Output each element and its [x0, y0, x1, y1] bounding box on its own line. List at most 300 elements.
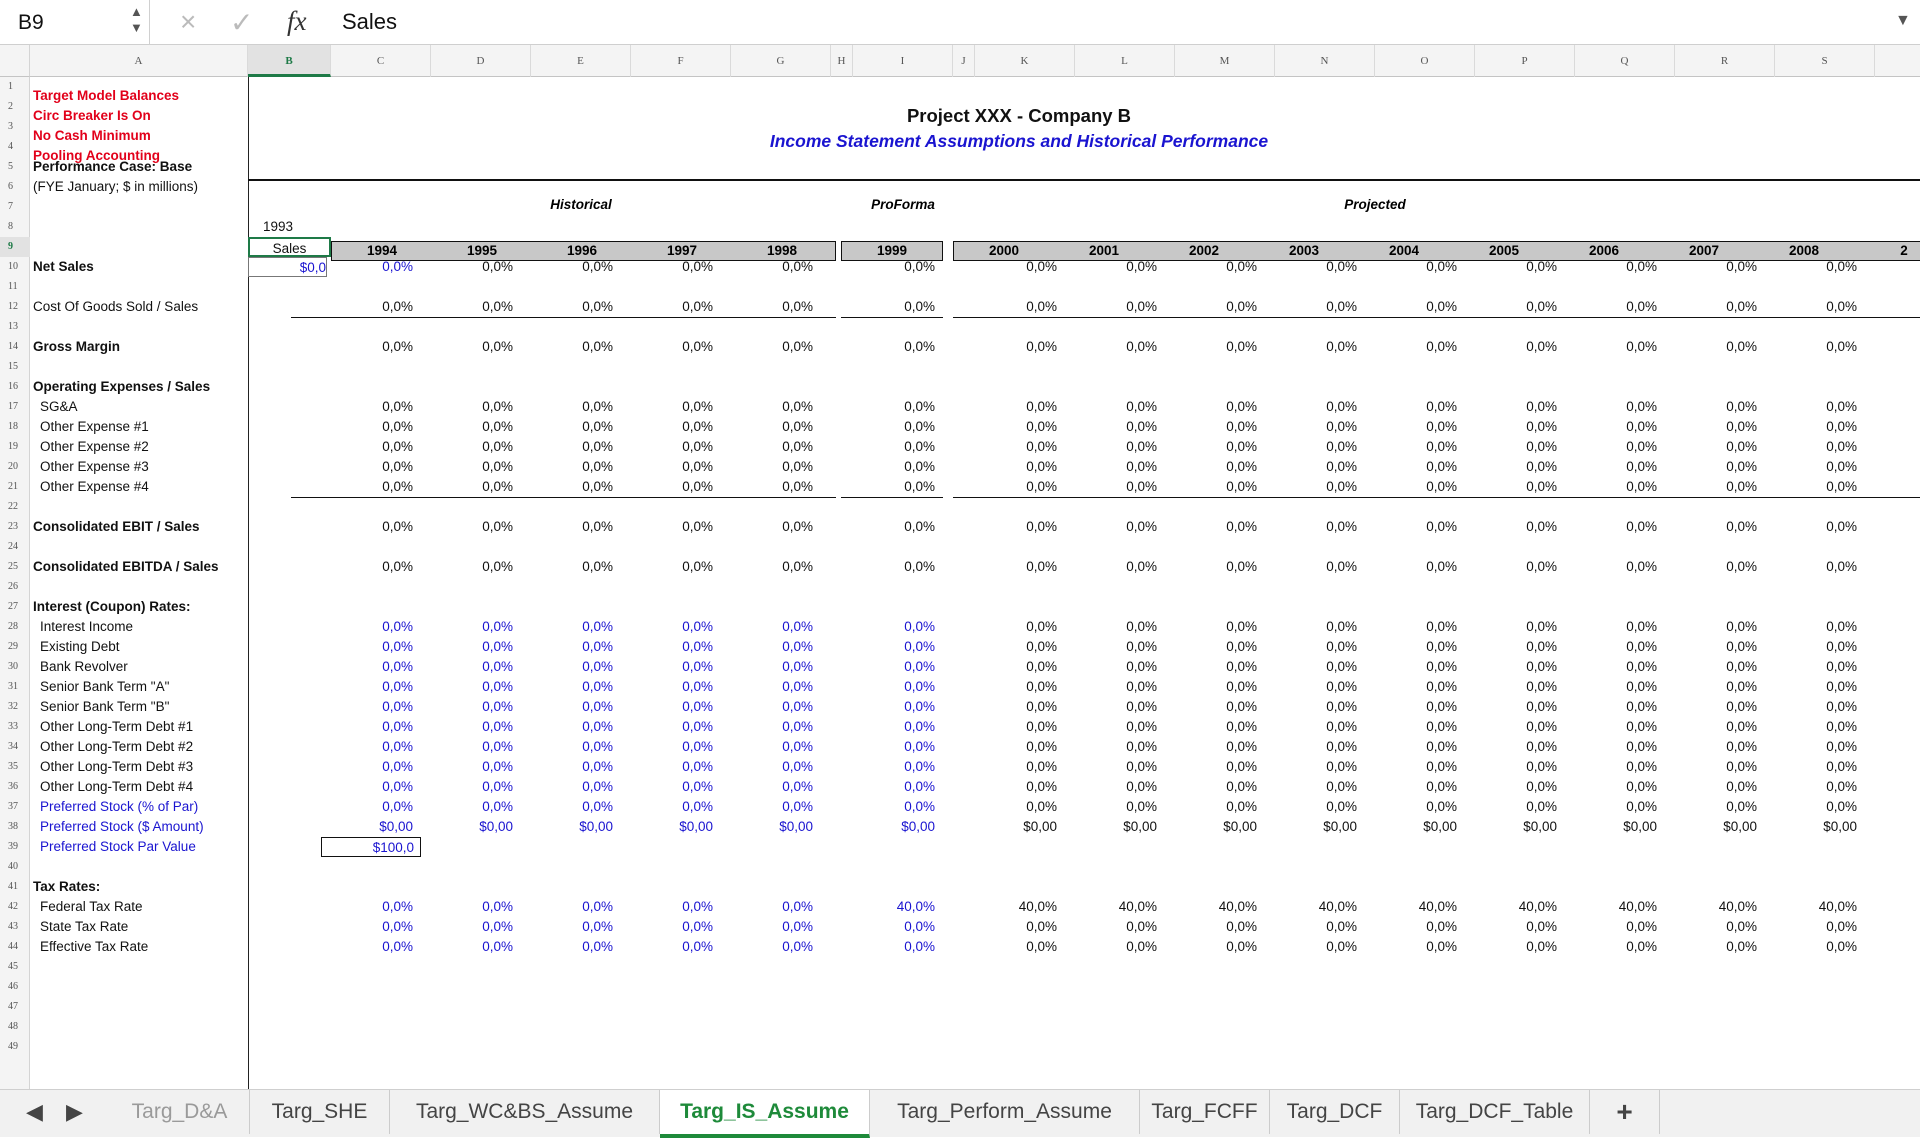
value-cell[interactable]: $0,00 — [779, 819, 813, 834]
value-cell[interactable]: $0,00 — [901, 819, 935, 834]
value-cell[interactable]: 0,0% — [904, 439, 935, 454]
value-cell[interactable]: $0,00 — [379, 819, 413, 834]
value-cell[interactable]: 40,0% — [1118, 899, 1157, 914]
value-cell[interactable]: 40,0% — [1318, 899, 1357, 914]
value-cell[interactable]: 0,0% — [1626, 659, 1657, 674]
row-header-13[interactable]: 13 — [8, 321, 18, 332]
value-cell[interactable]: 0,0% — [1726, 799, 1757, 814]
value-cell[interactable]: $0,00 — [1423, 819, 1457, 834]
value-cell[interactable]: 0,0% — [1826, 339, 1857, 354]
value-cell[interactable]: 0,0% — [1026, 519, 1057, 534]
value-cell[interactable]: $0,00 — [679, 819, 713, 834]
value-cell[interactable]: 0,0% — [1426, 939, 1457, 954]
value-cell[interactable]: 0,0% — [904, 259, 935, 274]
value-cell[interactable]: 0,0% — [1526, 439, 1557, 454]
column-header-c[interactable]: C — [331, 45, 431, 77]
value-cell[interactable]: 0,0% — [1526, 799, 1557, 814]
value-cell[interactable]: 0,0% — [1626, 799, 1657, 814]
value-cell[interactable]: 0,0% — [782, 419, 813, 434]
value-cell[interactable]: 0,0% — [1026, 779, 1057, 794]
value-cell[interactable]: 0,0% — [1826, 479, 1857, 494]
value-cell[interactable]: 0,0% — [1326, 739, 1357, 754]
value-cell[interactable]: 0,0% — [382, 479, 413, 494]
value-cell[interactable]: 0,0% — [682, 299, 713, 314]
value-cell[interactable]: 0,0% — [582, 779, 613, 794]
value-cell[interactable]: 0,0% — [1826, 719, 1857, 734]
value-cell[interactable]: 0,0% — [382, 459, 413, 474]
par-value-cell[interactable]: $100,0 — [321, 837, 421, 857]
value-cell[interactable]: 0,0% — [482, 339, 513, 354]
value-cell[interactable]: 0,0% — [682, 439, 713, 454]
value-cell[interactable]: 0,0% — [1726, 559, 1757, 574]
value-cell[interactable]: 0,0% — [1426, 259, 1457, 274]
value-cell[interactable]: 0,0% — [782, 459, 813, 474]
row-header-40[interactable]: 40 — [8, 861, 18, 872]
value-cell[interactable]: 0,0% — [1726, 739, 1757, 754]
prev-sheet-icon[interactable]: ◀ — [26, 1099, 43, 1124]
value-cell[interactable]: 0,0% — [1326, 559, 1357, 574]
value-cell[interactable]: 0,0% — [1626, 479, 1657, 494]
sheet-tab[interactable]: Targ_SHE — [250, 1090, 390, 1134]
value-cell[interactable]: 0,0% — [1626, 759, 1657, 774]
sheet-tab[interactable]: Targ_Perform_Assume — [870, 1090, 1140, 1134]
value-cell[interactable]: 0,0% — [904, 799, 935, 814]
value-cell[interactable]: 0,0% — [1426, 639, 1457, 654]
value-cell[interactable]: 0,0% — [1526, 739, 1557, 754]
value-cell[interactable]: 40,0% — [1618, 899, 1657, 914]
value-cell[interactable]: 0,0% — [782, 559, 813, 574]
value-cell[interactable]: 0,0% — [582, 619, 613, 634]
value-cell[interactable]: 40,0% — [1818, 899, 1857, 914]
value-cell[interactable]: 0,0% — [1426, 339, 1457, 354]
value-cell[interactable]: 0,0% — [382, 699, 413, 714]
value-cell[interactable]: 0,0% — [782, 739, 813, 754]
value-cell[interactable]: 0,0% — [1226, 479, 1257, 494]
row-header-25[interactable]: 25 — [8, 561, 18, 572]
row-header-32[interactable]: 32 — [8, 701, 18, 712]
value-cell[interactable]: 40,0% — [1218, 899, 1257, 914]
value-cell[interactable]: 0,0% — [782, 439, 813, 454]
value-cell[interactable]: 0,0% — [1426, 439, 1457, 454]
value-cell[interactable]: 0,0% — [482, 619, 513, 634]
value-cell[interactable]: $0,00 — [1823, 819, 1857, 834]
value-cell[interactable]: 0,0% — [1026, 739, 1057, 754]
row-header-23[interactable]: 23 — [8, 521, 18, 532]
value-cell[interactable]: 0,0% — [1326, 699, 1357, 714]
value-cell[interactable]: $0,00 — [579, 819, 613, 834]
value-cell[interactable]: 0,0% — [582, 259, 613, 274]
value-cell[interactable]: 0,0% — [1326, 639, 1357, 654]
value-cell[interactable]: 0,0% — [1226, 259, 1257, 274]
value-cell[interactable]: 0,0% — [1726, 719, 1757, 734]
row-header-27[interactable]: 27 — [8, 601, 18, 612]
value-cell[interactable]: 0,0% — [682, 259, 713, 274]
value-cell[interactable]: 0,0% — [1026, 639, 1057, 654]
value-cell[interactable]: 0,0% — [782, 399, 813, 414]
value-cell[interactable]: 0,0% — [1826, 679, 1857, 694]
value-cell[interactable]: 0,0% — [1326, 659, 1357, 674]
value-cell[interactable]: 0,0% — [1226, 339, 1257, 354]
value-cell[interactable]: 0,0% — [682, 799, 713, 814]
value-cell[interactable]: 0,0% — [1426, 919, 1457, 934]
value-cell[interactable]: 0,0% — [1226, 639, 1257, 654]
value-cell[interactable]: 0,0% — [782, 719, 813, 734]
value-cell[interactable]: 0,0% — [1026, 439, 1057, 454]
value-cell[interactable]: 0,0% — [382, 259, 413, 274]
value-cell[interactable]: 0,0% — [582, 419, 613, 434]
value-cell[interactable]: 40,0% — [1418, 899, 1457, 914]
value-cell[interactable]: 0,0% — [1026, 659, 1057, 674]
value-cell[interactable]: 0,0% — [782, 639, 813, 654]
value-cell[interactable]: 0,0% — [1626, 439, 1657, 454]
value-cell[interactable]: 0,0% — [1026, 559, 1057, 574]
value-cell[interactable]: 0,0% — [682, 899, 713, 914]
value-cell[interactable]: 0,0% — [382, 799, 413, 814]
value-cell[interactable]: 0,0% — [382, 519, 413, 534]
row-header-12[interactable]: 12 — [8, 301, 18, 312]
value-cell[interactable]: 0,0% — [1526, 399, 1557, 414]
value-cell[interactable]: 0,0% — [1726, 399, 1757, 414]
cell-reference[interactable]: B9 — [18, 11, 44, 34]
value-cell[interactable]: 0,0% — [582, 679, 613, 694]
row-header-15[interactable]: 15 — [8, 361, 18, 372]
value-cell[interactable]: 0,0% — [1326, 759, 1357, 774]
value-cell[interactable]: 0,0% — [1726, 759, 1757, 774]
value-cell[interactable]: 0,0% — [582, 439, 613, 454]
value-cell[interactable]: 0,0% — [1026, 939, 1057, 954]
value-cell[interactable]: $0,00 — [1223, 819, 1257, 834]
value-cell[interactable]: 0,0% — [1726, 459, 1757, 474]
value-cell[interactable]: 0,0% — [1426, 519, 1457, 534]
row-header-17[interactable]: 17 — [8, 401, 18, 412]
value-cell[interactable]: 0,0% — [1726, 659, 1757, 674]
value-cell[interactable]: 0,0% — [582, 299, 613, 314]
value-cell[interactable]: 0,0% — [1026, 479, 1057, 494]
row-header-16[interactable]: 16 — [8, 381, 18, 392]
value-cell[interactable]: 0,0% — [1526, 299, 1557, 314]
value-cell[interactable]: 0,0% — [482, 419, 513, 434]
value-cell[interactable]: 0,0% — [482, 259, 513, 274]
value-cell[interactable]: 0,0% — [682, 399, 713, 414]
value-cell[interactable]: 0,0% — [1026, 259, 1057, 274]
value-cell[interactable]: 0,0% — [482, 719, 513, 734]
value-cell[interactable]: 0,0% — [582, 659, 613, 674]
name-box-stepper-icon[interactable]: ▲ ▼ — [130, 4, 143, 35]
value-cell[interactable]: 0,0% — [1626, 719, 1657, 734]
value-cell[interactable]: 0,0% — [1526, 679, 1557, 694]
value-cell[interactable]: 0,0% — [1326, 339, 1357, 354]
value-cell[interactable]: 0,0% — [1626, 559, 1657, 574]
row-header-24[interactable]: 24 — [8, 541, 18, 552]
value-cell[interactable]: 0,0% — [1126, 939, 1157, 954]
formula-input[interactable]: Sales — [342, 9, 398, 34]
value-cell[interactable]: 0,0% — [1126, 719, 1157, 734]
value-cell[interactable]: 0,0% — [1526, 639, 1557, 654]
value-cell[interactable]: 0,0% — [1726, 299, 1757, 314]
value-cell[interactable]: 0,0% — [1226, 519, 1257, 534]
row-header-11[interactable]: 11 — [8, 281, 18, 292]
value-cell[interactable]: 0,0% — [1626, 939, 1657, 954]
value-cell[interactable]: 0,0% — [382, 759, 413, 774]
value-cell[interactable]: 0,0% — [482, 479, 513, 494]
value-cell[interactable]: 0,0% — [382, 939, 413, 954]
value-cell[interactable]: 0,0% — [1826, 259, 1857, 274]
value-cell[interactable]: 0,0% — [1126, 799, 1157, 814]
value-cell[interactable]: 0,0% — [1826, 699, 1857, 714]
value-cell[interactable]: 0,0% — [1226, 459, 1257, 474]
value-cell[interactable]: 0,0% — [682, 939, 713, 954]
value-cell[interactable]: 0,0% — [682, 619, 713, 634]
value-cell[interactable]: 0,0% — [482, 439, 513, 454]
value-cell[interactable]: 0,0% — [382, 679, 413, 694]
value-cell[interactable]: 0,0% — [1826, 519, 1857, 534]
value-cell[interactable]: 0,0% — [482, 759, 513, 774]
value-cell[interactable]: 0,0% — [1726, 519, 1757, 534]
value-cell[interactable]: 0,0% — [482, 939, 513, 954]
value-cell[interactable]: 0,0% — [682, 739, 713, 754]
value-cell[interactable]: 0,0% — [682, 659, 713, 674]
value-cell[interactable]: 40,0% — [896, 899, 935, 914]
value-cell[interactable]: 0,0% — [482, 699, 513, 714]
chevron-down-icon[interactable]: ▼ — [1895, 12, 1911, 29]
value-cell[interactable]: 0,0% — [1126, 259, 1157, 274]
value-cell[interactable]: 0,0% — [1126, 619, 1157, 634]
value-cell[interactable]: 0,0% — [1626, 399, 1657, 414]
value-cell[interactable]: 0,0% — [382, 659, 413, 674]
value-cell[interactable]: 0,0% — [1626, 619, 1657, 634]
row-header-18[interactable]: 18 — [8, 421, 18, 432]
value-cell[interactable]: $0,00 — [1323, 819, 1357, 834]
row-header-31[interactable]: 31 — [8, 681, 18, 692]
row-header-10[interactable]: 10 — [8, 261, 18, 272]
value-cell[interactable]: 0,0% — [1126, 519, 1157, 534]
value-cell[interactable]: 0,0% — [1026, 459, 1057, 474]
value-cell[interactable]: 0,0% — [1426, 759, 1457, 774]
value-cell[interactable]: 0,0% — [904, 339, 935, 354]
sheet-tab[interactable]: Targ_IS_Assume — [660, 1090, 870, 1138]
value-cell[interactable]: 0,0% — [382, 639, 413, 654]
column-header-g[interactable]: G — [731, 45, 831, 77]
row-header-22[interactable]: 22 — [8, 501, 18, 512]
value-cell[interactable]: 0,0% — [1426, 619, 1457, 634]
sheet-tab[interactable]: Targ_D&A — [110, 1090, 250, 1134]
row-header-48[interactable]: 48 — [8, 1021, 18, 1032]
value-cell[interactable]: 0,0% — [1726, 479, 1757, 494]
value-cell[interactable]: 0,0% — [904, 779, 935, 794]
value-cell[interactable]: $0,00 — [1723, 819, 1757, 834]
row-header-29[interactable]: 29 — [8, 641, 18, 652]
value-cell[interactable]: 0,0% — [682, 699, 713, 714]
value-cell[interactable]: 0,0% — [782, 759, 813, 774]
value-cell[interactable]: 0,0% — [482, 519, 513, 534]
value-cell[interactable]: 0,0% — [682, 919, 713, 934]
value-cell[interactable]: 0,0% — [782, 899, 813, 914]
value-cell[interactable]: 0,0% — [1226, 799, 1257, 814]
value-cell[interactable]: 0,0% — [904, 619, 935, 634]
value-cell[interactable]: 0,0% — [1326, 919, 1357, 934]
row-header-26[interactable]: 26 — [8, 581, 18, 592]
value-cell[interactable]: 0,0% — [904, 299, 935, 314]
value-cell[interactable]: 0,0% — [1326, 719, 1357, 734]
value-cell[interactable]: 0,0% — [1426, 779, 1457, 794]
value-cell[interactable]: 0,0% — [1226, 619, 1257, 634]
value-cell[interactable]: 0,0% — [1226, 699, 1257, 714]
value-cell[interactable]: 0,0% — [1326, 619, 1357, 634]
row-header-33[interactable]: 33 — [8, 721, 18, 732]
column-header-h[interactable]: H — [831, 45, 853, 77]
row-header-38[interactable]: 38 — [8, 821, 18, 832]
value-cell[interactable]: 0,0% — [1826, 779, 1857, 794]
value-cell[interactable]: $0,00 — [479, 819, 513, 834]
value-cell[interactable]: 0,0% — [682, 519, 713, 534]
value-cell[interactable]: 0,0% — [1026, 419, 1057, 434]
value-cell[interactable]: 0,0% — [682, 719, 713, 734]
row-header-28[interactable]: 28 — [8, 621, 18, 632]
value-cell[interactable]: 0,0% — [904, 699, 935, 714]
value-cell[interactable]: 0,0% — [382, 779, 413, 794]
value-cell[interactable]: 0,0% — [1426, 679, 1457, 694]
value-cell[interactable]: 0,0% — [382, 399, 413, 414]
value-cell[interactable]: 0,0% — [1826, 939, 1857, 954]
value-cell[interactable]: 0,0% — [682, 479, 713, 494]
net-sales-1993[interactable]: $0,0 — [248, 257, 327, 277]
value-cell[interactable]: 0,0% — [1326, 799, 1357, 814]
value-cell[interactable]: 0,0% — [1826, 659, 1857, 674]
value-cell[interactable]: 0,0% — [582, 899, 613, 914]
value-cell[interactable]: 0,0% — [1526, 619, 1557, 634]
value-cell[interactable]: 0,0% — [904, 639, 935, 654]
value-cell[interactable]: 0,0% — [582, 919, 613, 934]
value-cell[interactable]: 0,0% — [1226, 419, 1257, 434]
value-cell[interactable]: 0,0% — [582, 699, 613, 714]
value-cell[interactable]: 0,0% — [1626, 699, 1657, 714]
value-cell[interactable]: 0,0% — [682, 759, 713, 774]
value-cell[interactable]: 0,0% — [1526, 259, 1557, 274]
next-sheet-icon[interactable]: ▶ — [66, 1099, 83, 1124]
confirm-icon[interactable]: ✓ — [230, 7, 254, 38]
column-header-q[interactable]: Q — [1575, 45, 1675, 77]
value-cell[interactable]: 0,0% — [904, 519, 935, 534]
value-cell[interactable]: 0,0% — [1026, 339, 1057, 354]
value-cell[interactable]: 0,0% — [1726, 339, 1757, 354]
value-cell[interactable]: 0,0% — [1626, 459, 1657, 474]
value-cell[interactable]: 0,0% — [682, 639, 713, 654]
column-header-a[interactable]: A — [30, 45, 248, 77]
select-all-corner[interactable] — [0, 45, 30, 77]
sheet-tab[interactable]: Targ_FCFF — [1140, 1090, 1270, 1134]
name-box[interactable] — [0, 0, 150, 45]
value-cell[interactable]: 0,0% — [1526, 459, 1557, 474]
value-cell[interactable]: 0,0% — [582, 639, 613, 654]
value-cell[interactable]: 0,0% — [582, 559, 613, 574]
value-cell[interactable]: 0,0% — [582, 799, 613, 814]
value-cell[interactable]: 0,0% — [582, 479, 613, 494]
value-cell[interactable]: 0,0% — [1826, 459, 1857, 474]
row-header-41[interactable]: 41 — [8, 881, 18, 892]
row-header-46[interactable]: 46 — [8, 981, 18, 992]
value-cell[interactable]: 0,0% — [1626, 779, 1657, 794]
row-header-14[interactable]: 14 — [8, 341, 18, 352]
column-header-i[interactable]: I — [853, 45, 953, 77]
row-header-35[interactable]: 35 — [8, 761, 18, 772]
value-cell[interactable]: 0,0% — [782, 699, 813, 714]
value-cell[interactable]: 0,0% — [1226, 739, 1257, 754]
value-cell[interactable]: 0,0% — [582, 459, 613, 474]
value-cell[interactable]: 0,0% — [782, 259, 813, 274]
value-cell[interactable]: 0,0% — [782, 479, 813, 494]
row-header-2[interactable]: 2 — [8, 101, 13, 112]
sheet-tab[interactable]: Targ_DCF — [1270, 1090, 1400, 1134]
value-cell[interactable]: 40,0% — [1718, 899, 1757, 914]
value-cell[interactable]: 0,0% — [1726, 639, 1757, 654]
value-cell[interactable]: 0,0% — [482, 739, 513, 754]
value-cell[interactable]: 0,0% — [1426, 659, 1457, 674]
value-cell[interactable]: 0,0% — [1026, 719, 1057, 734]
value-cell[interactable]: 0,0% — [1226, 439, 1257, 454]
value-cell[interactable]: 0,0% — [1826, 419, 1857, 434]
value-cell[interactable]: 0,0% — [904, 679, 935, 694]
value-cell[interactable]: 0,0% — [1626, 259, 1657, 274]
value-cell[interactable]: 40,0% — [1018, 899, 1057, 914]
value-cell[interactable]: 40,0% — [1518, 899, 1557, 914]
value-cell[interactable]: 0,0% — [582, 519, 613, 534]
value-cell[interactable]: 0,0% — [1426, 479, 1457, 494]
value-cell[interactable]: 0,0% — [1526, 519, 1557, 534]
value-cell[interactable]: 0,0% — [482, 559, 513, 574]
value-cell[interactable]: 0,0% — [1326, 939, 1357, 954]
value-cell[interactable]: 0,0% — [1826, 639, 1857, 654]
value-cell[interactable]: 0,0% — [1826, 559, 1857, 574]
row-header-39[interactable]: 39 — [8, 841, 18, 852]
value-cell[interactable]: 0,0% — [1626, 919, 1657, 934]
value-cell[interactable]: 0,0% — [682, 459, 713, 474]
column-header-o[interactable]: O — [1375, 45, 1475, 77]
row-header-34[interactable]: 34 — [8, 741, 18, 752]
value-cell[interactable]: 0,0% — [382, 919, 413, 934]
value-cell[interactable]: 0,0% — [482, 299, 513, 314]
value-cell[interactable]: 0,0% — [482, 679, 513, 694]
value-cell[interactable]: 0,0% — [1826, 739, 1857, 754]
value-cell[interactable]: 0,0% — [482, 779, 513, 794]
value-cell[interactable]: 0,0% — [382, 899, 413, 914]
value-cell[interactable]: 0,0% — [782, 939, 813, 954]
value-cell[interactable]: 0,0% — [1626, 679, 1657, 694]
value-cell[interactable]: 0,0% — [1126, 759, 1157, 774]
value-cell[interactable]: 0,0% — [1326, 299, 1357, 314]
value-cell[interactable]: 0,0% — [1226, 399, 1257, 414]
add-sheet-button[interactable]: + — [1590, 1090, 1660, 1134]
value-cell[interactable]: 0,0% — [1326, 479, 1357, 494]
value-cell[interactable]: 0,0% — [1126, 699, 1157, 714]
value-cell[interactable]: 0,0% — [1726, 619, 1757, 634]
value-cell[interactable]: 0,0% — [904, 399, 935, 414]
value-cell[interactable]: 0,0% — [1226, 719, 1257, 734]
value-cell[interactable]: 0,0% — [1426, 419, 1457, 434]
value-cell[interactable]: 0,0% — [1126, 439, 1157, 454]
value-cell[interactable]: 0,0% — [1126, 339, 1157, 354]
value-cell[interactable]: 0,0% — [682, 419, 713, 434]
active-cell-b9[interactable]: Sales — [248, 237, 331, 257]
value-cell[interactable]: 0,0% — [582, 939, 613, 954]
value-cell[interactable]: 0,0% — [782, 339, 813, 354]
value-cell[interactable]: 0,0% — [904, 459, 935, 474]
value-cell[interactable]: 0,0% — [782, 519, 813, 534]
column-header-j[interactable]: J — [953, 45, 975, 77]
column-header-b[interactable]: B — [248, 45, 331, 77]
spreadsheet-grid[interactable] — [0, 45, 1920, 1089]
value-cell[interactable]: 0,0% — [1226, 779, 1257, 794]
value-cell[interactable]: 0,0% — [782, 619, 813, 634]
